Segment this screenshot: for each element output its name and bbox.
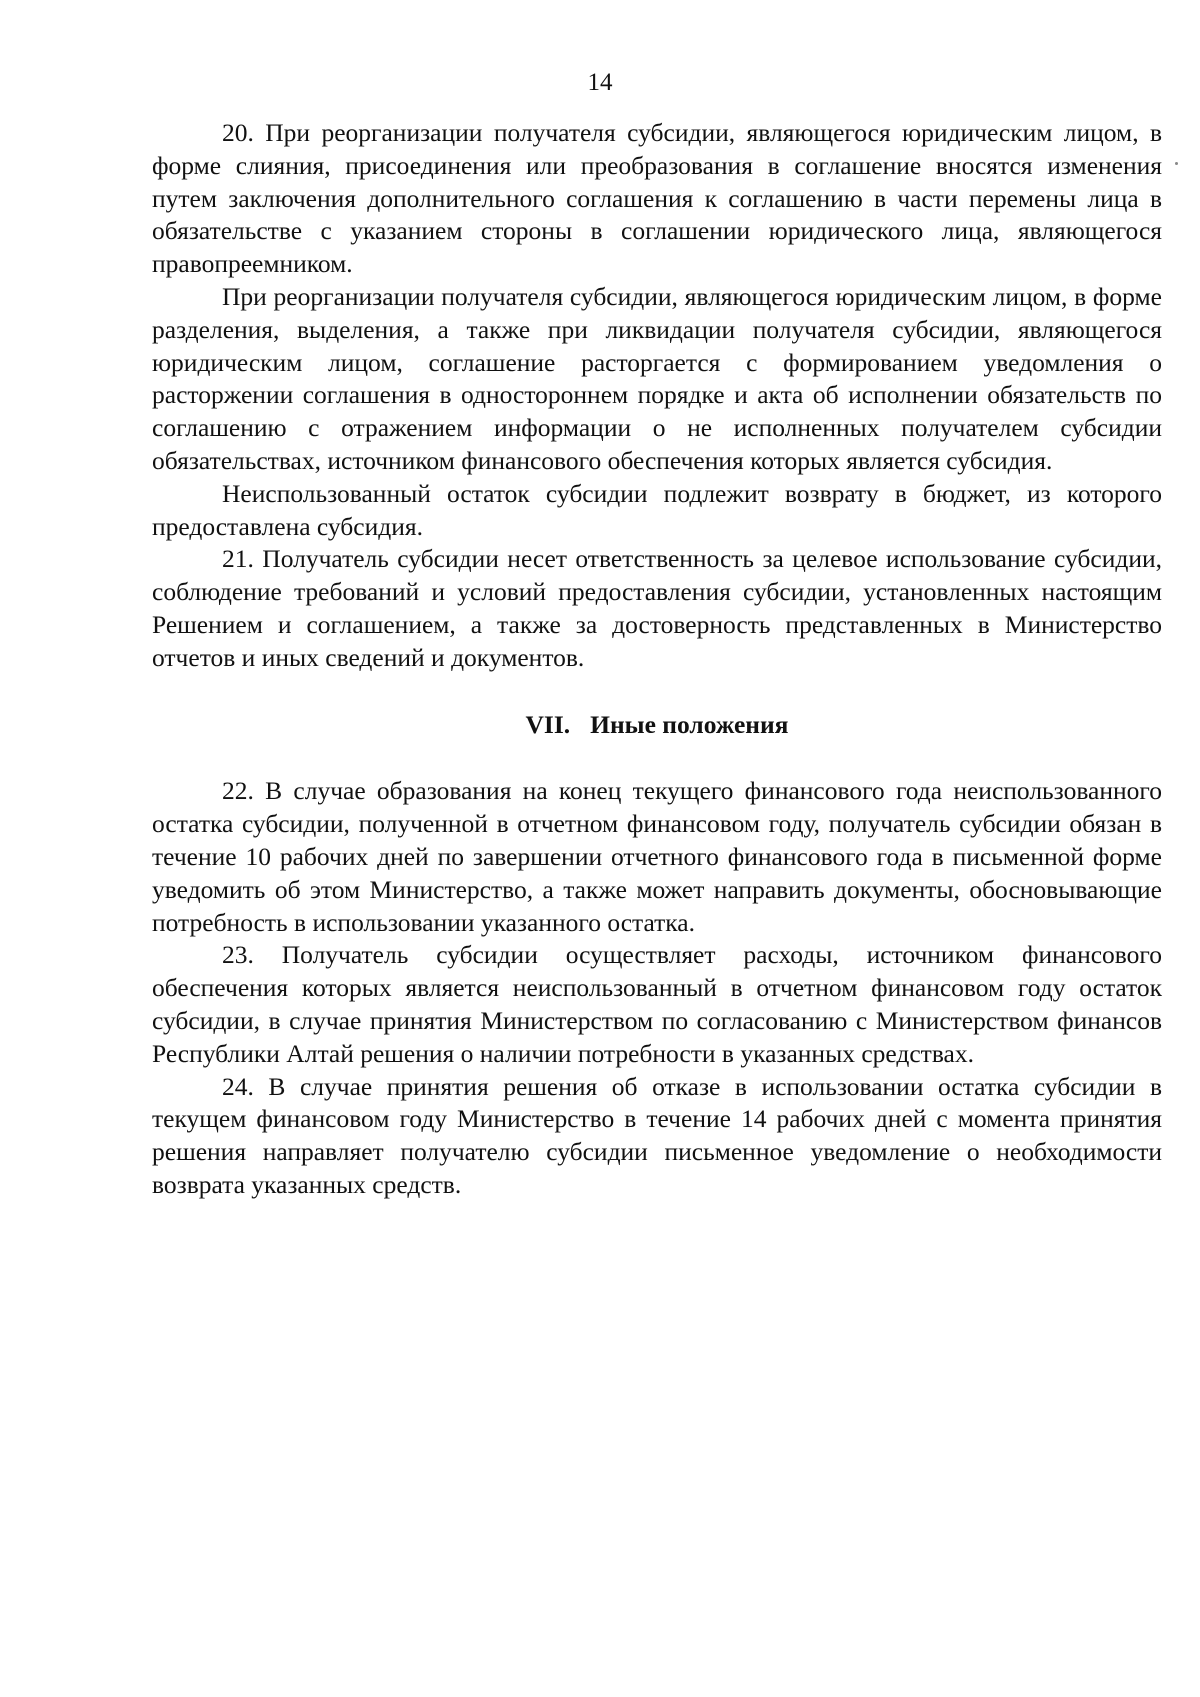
page-number: 14 — [587, 69, 613, 96]
section-title: Иные положения — [590, 709, 789, 739]
paragraph-20-reorganization-division: При реорганизации получателя субсидии, являющегося юридическим лицом, в форме разделения, выделения, а также при ликвидации получателя субсидии, являющегося юридическим лицом, соглашение расторгается с формированием уведомления о расторжении соглашения в одностороннем порядке и акта об исполнении обязательств по соглашению с отражением информации о не исполненных получателем субсидии обязательствах, источником финансового обеспечения которых является субсидия. — [152, 281, 1162, 475]
section-number: VII. — [525, 709, 571, 739]
paragraph-24: 24. В случае принятия решения об отказе в использовании остатка субсидии в текущем финансовом году Министерство в течение 14 рабочих дней с момента принятия решения направляет получателю субсидии письменное уведомление о необходимости возврата указанных средств. — [152, 1071, 1162, 1199]
section-heading-vii — [152, 675, 1162, 776]
document-body — [152, 117, 1162, 1202]
paragraph-23: 23. Получатель субсидии осуществляет расходы, источником финансового обеспечения которых является неиспользованный в отчетном финансовом году остаток субсидии, в случае принятия Министерством по согласованию с Министерством финансов Республики Алтай решения о наличии потребности в указанных средствах. — [152, 940, 1162, 1068]
paragraph-21: 21. Получатель субсидии несет ответственность за целевое использование субсидии, соблюдение требований и условий предоставления субсидии, установленных настоящим Решением и соглашением, а также за достоверность представленных в Министерство отчетов и иных сведений и документов. — [152, 544, 1162, 672]
paragraph-20-unused-balance: Неиспользованный остаток субсидии подлежит возврату в бюджет, из которого предоставлена субсидия. — [152, 478, 1162, 541]
paragraph-22: 22. В случае образования на конец текущего финансового года неиспользованного остатка субсидии, полученной в отчетном финансовом году, получатель субсидии обязан в течение 10 рабочих дней по завершении отчетного финансового года в письменной форме уведомить об этом Министерство, а также может направить документы, обосновывающие потребность в использовании указанного остатка. — [152, 776, 1162, 937]
paragraph-20: 20. При реорганизации получателя субсидии, являющегося юридическим лицом, в форме слияния, присоединения или преобразования в соглашение вносятся изменения путем заключения дополнительного соглашения к соглашению в части перемены лица в обязательстве с указанием стороны в соглашении юридического лица, являющегося правопреемником. — [152, 118, 1162, 279]
scan-artifact-dot — [1175, 162, 1178, 165]
